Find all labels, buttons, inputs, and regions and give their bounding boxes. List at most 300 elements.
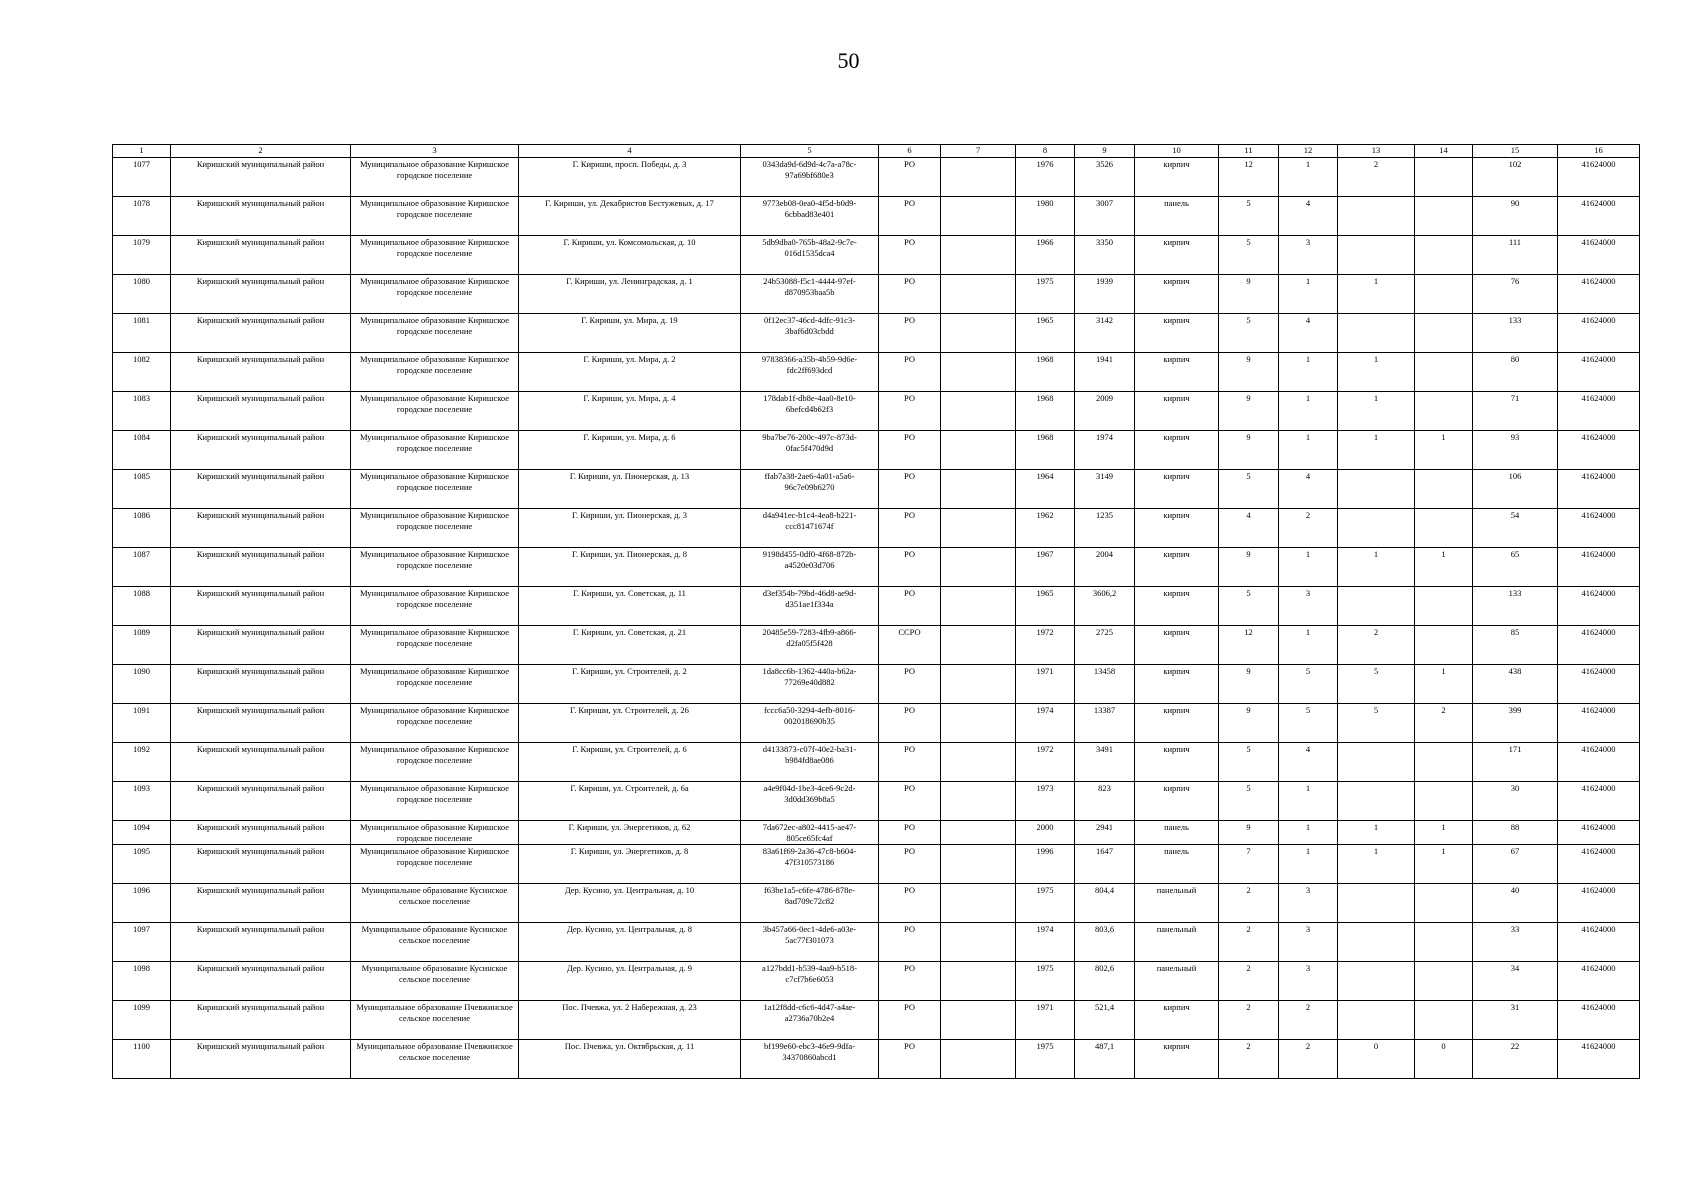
- table-cell-col16: 41624000: [1558, 548, 1640, 587]
- table-cell-col8: 1962: [1016, 509, 1075, 548]
- table-cell-col12: 3: [1279, 587, 1338, 626]
- table-row: [113, 314, 1640, 353]
- table-cell-col3: Муниципальное образование Киришское городское поселение: [351, 275, 519, 314]
- table-cell-col9: 2004: [1075, 548, 1135, 587]
- table-cell-col15: 102: [1473, 158, 1558, 197]
- table-cell-col14: [1415, 743, 1473, 782]
- table-cell-col13: [1338, 470, 1415, 509]
- table-cell-col1: 1087: [113, 548, 171, 587]
- table-cell-col12: 1: [1279, 392, 1338, 431]
- table-cell-col12: 3: [1279, 236, 1338, 275]
- table-cell-col8: 1971: [1016, 665, 1075, 704]
- table-cell-col8: 1964: [1016, 470, 1075, 509]
- table-cell-col3: Муниципальное образование Кусинское сельское поселение: [351, 923, 519, 962]
- table-row: [113, 665, 1640, 704]
- table-cell-col13: 2: [1338, 158, 1415, 197]
- table-cell-col4: Г. Кириши, ул. Мира, д. 2: [519, 353, 741, 392]
- table-cell-col7: [941, 845, 1016, 884]
- table-cell-col16: 41624000: [1558, 275, 1640, 314]
- housing-registry-table: [112, 144, 1640, 1079]
- column-number: 15: [1473, 145, 1558, 158]
- table-cell-col2: Киришский муниципальный район: [171, 548, 351, 587]
- column-number: 16: [1558, 145, 1640, 158]
- table-row: [113, 923, 1640, 962]
- table-cell-col2: Киришский муниципальный район: [171, 509, 351, 548]
- table-cell-col5: 20485e59-7283-4fb9-a866-d2fa05f5f428: [741, 626, 879, 665]
- table-cell-col12: 1: [1279, 353, 1338, 392]
- table-cell-col14: [1415, 197, 1473, 236]
- table-row: [113, 275, 1640, 314]
- table-cell-col9: 521,4: [1075, 1001, 1135, 1040]
- table-cell-col6: РО: [879, 587, 941, 626]
- table-cell-col10: кирпич: [1135, 275, 1219, 314]
- table-cell-col5: 1a12f8dd-c6c6-4d47-a4ae-a2736a70b2e4: [741, 1001, 879, 1040]
- table-cell-col15: 93: [1473, 431, 1558, 470]
- table-cell-col12: 1: [1279, 845, 1338, 884]
- table-cell-col10: панельный: [1135, 962, 1219, 1001]
- table-cell-col16: 41624000: [1558, 845, 1640, 884]
- table-cell-col12: 3: [1279, 923, 1338, 962]
- table-cell-col4: Пос. Пчевжа, ул. 2 Набережная, д. 23: [519, 1001, 741, 1040]
- table-row: [113, 431, 1640, 470]
- table-cell-col3: Муниципальное образование Киришское городское поселение: [351, 470, 519, 509]
- table-cell-col11: 9: [1219, 431, 1279, 470]
- table-cell-col12: 4: [1279, 314, 1338, 353]
- table-cell-col3: Муниципальное образование Киришское городское поселение: [351, 431, 519, 470]
- table-cell-col3: Муниципальное образование Кусинское сельское поселение: [351, 962, 519, 1001]
- table-cell-col2: Киришский муниципальный район: [171, 626, 351, 665]
- table-cell-col7: [941, 236, 1016, 275]
- table-cell-col12: 1: [1279, 821, 1338, 845]
- table-cell-col5: 0f12ec37-46cd-4dfc-91c3-3baf6d03cbdd: [741, 314, 879, 353]
- table-cell-col13: 1: [1338, 275, 1415, 314]
- table-cell-col14: [1415, 392, 1473, 431]
- table-cell-col8: 1973: [1016, 782, 1075, 821]
- table-cell-col3: Муниципальное образование Киришское городское поселение: [351, 353, 519, 392]
- table-cell-col16: 41624000: [1558, 821, 1640, 845]
- table-cell-col1: 1100: [113, 1040, 171, 1079]
- table-cell-col15: 106: [1473, 470, 1558, 509]
- column-number: 2: [171, 145, 351, 158]
- table-cell-col8: 1966: [1016, 236, 1075, 275]
- table-cell-col8: 1996: [1016, 845, 1075, 884]
- column-number: 13: [1338, 145, 1415, 158]
- table-cell-col12: 2: [1279, 1040, 1338, 1079]
- table-cell-col8: 1968: [1016, 431, 1075, 470]
- table-cell-col11: 5: [1219, 197, 1279, 236]
- table-cell-col5: 0343da9d-6d9d-4c7a-a78c-97a69bf680e3: [741, 158, 879, 197]
- table-cell-col2: Киришский муниципальный район: [171, 314, 351, 353]
- table-cell-col7: [941, 392, 1016, 431]
- table-cell-col8: 1972: [1016, 626, 1075, 665]
- table-cell-col10: кирпич: [1135, 392, 1219, 431]
- table-cell-col13: 5: [1338, 704, 1415, 743]
- table-cell-col10: кирпич: [1135, 743, 1219, 782]
- table-cell-col1: 1077: [113, 158, 171, 197]
- table-cell-col10: кирпич: [1135, 704, 1219, 743]
- table-cell-col15: 111: [1473, 236, 1558, 275]
- table-cell-col1: 1094: [113, 821, 171, 845]
- table-cell-col9: 1939: [1075, 275, 1135, 314]
- table-cell-col1: 1098: [113, 962, 171, 1001]
- table-cell-col2: Киришский муниципальный район: [171, 923, 351, 962]
- table-cell-col4: Дер. Кусино, ул. Центральная, д. 10: [519, 884, 741, 923]
- column-number: 1: [113, 145, 171, 158]
- table-cell-col9: 487,1: [1075, 1040, 1135, 1079]
- table-cell-col4: Г. Кириши, ул. Ленинградская, д. 1: [519, 275, 741, 314]
- table-cell-col16: 41624000: [1558, 158, 1640, 197]
- table-cell-col1: 1095: [113, 845, 171, 884]
- table-cell-col11: 7: [1219, 845, 1279, 884]
- table-cell-col13: [1338, 962, 1415, 1001]
- table-cell-col13: [1338, 197, 1415, 236]
- table-cell-col6: РО: [879, 197, 941, 236]
- table-cell-col13: 0: [1338, 1040, 1415, 1079]
- table-cell-col15: 80: [1473, 353, 1558, 392]
- table-cell-col6: РО: [879, 845, 941, 884]
- table-cell-col4: Дер. Кусино, ул. Центральная, д. 9: [519, 962, 741, 1001]
- table-cell-col6: РО: [879, 704, 941, 743]
- table-cell-col9: 3491: [1075, 743, 1135, 782]
- table-cell-col7: [941, 962, 1016, 1001]
- table-cell-col15: 90: [1473, 197, 1558, 236]
- table-cell-col9: 3007: [1075, 197, 1135, 236]
- table-cell-col2: Киришский муниципальный район: [171, 1040, 351, 1079]
- table-cell-col13: 2: [1338, 626, 1415, 665]
- table-cell-col1: 1088: [113, 587, 171, 626]
- table-cell-col2: Киришский муниципальный район: [171, 743, 351, 782]
- table-cell-col5: a127bdd1-b539-4aa9-b518-c7cf7b6e6053: [741, 962, 879, 1001]
- table-cell-col6: РО: [879, 743, 941, 782]
- table-cell-col15: 33: [1473, 923, 1558, 962]
- table-cell-col4: Г. Кириши, ул. Энергетиков, д. 62: [519, 821, 741, 845]
- table-cell-col8: 1965: [1016, 314, 1075, 353]
- table-cell-col14: [1415, 509, 1473, 548]
- table-cell-col6: РО: [879, 470, 941, 509]
- table-cell-col5: fccc6a50-3294-4efb-8016-002018690b35: [741, 704, 879, 743]
- table-cell-col16: 41624000: [1558, 392, 1640, 431]
- table-cell-col14: [1415, 884, 1473, 923]
- table-cell-col2: Киришский муниципальный район: [171, 962, 351, 1001]
- table-cell-col11: 2: [1219, 884, 1279, 923]
- table-cell-col2: Киришский муниципальный район: [171, 782, 351, 821]
- table-cell-col2: Киришский муниципальный район: [171, 587, 351, 626]
- table-cell-col12: 4: [1279, 470, 1338, 509]
- table-cell-col11: 2: [1219, 962, 1279, 1001]
- table-cell-col9: 2009: [1075, 392, 1135, 431]
- table-cell-col11: 12: [1219, 158, 1279, 197]
- table-cell-col6: РО: [879, 158, 941, 197]
- table-cell-col14: [1415, 1001, 1473, 1040]
- table-cell-col13: 1: [1338, 821, 1415, 845]
- table-cell-col4: Дер. Кусино, ул. Центральная, д. 8: [519, 923, 741, 962]
- table-cell-col1: 1078: [113, 197, 171, 236]
- table-cell-col10: кирпич: [1135, 509, 1219, 548]
- table-cell-col1: 1083: [113, 392, 171, 431]
- table-cell-col14: [1415, 470, 1473, 509]
- table-row: [113, 1040, 1640, 1079]
- table-cell-col5: d4a941ec-b1c4-4ea8-b221-ccc81471674f: [741, 509, 879, 548]
- table-cell-col5: 83a61f69-2a36-47c8-b604-47f310573186: [741, 845, 879, 884]
- table-cell-col2: Киришский муниципальный район: [171, 470, 351, 509]
- table-cell-col3: Муниципальное образование Киришское городское поселение: [351, 665, 519, 704]
- table-cell-col6: РО: [879, 923, 941, 962]
- table-cell-col4: Г. Кириши, ул. Строителей, д. 2: [519, 665, 741, 704]
- table-cell-col16: 41624000: [1558, 1040, 1640, 1079]
- table-cell-col12: 1: [1279, 626, 1338, 665]
- table-cell-col14: [1415, 782, 1473, 821]
- table-cell-col8: 1975: [1016, 962, 1075, 1001]
- table-cell-col16: 41624000: [1558, 353, 1640, 392]
- table-cell-col15: 133: [1473, 587, 1558, 626]
- table-cell-col1: 1085: [113, 470, 171, 509]
- table-row: [113, 353, 1640, 392]
- table-cell-col7: [941, 923, 1016, 962]
- table-cell-col3: Муниципальное образование Пчевжинское сельское поселение: [351, 1040, 519, 1079]
- table-cell-col6: РО: [879, 236, 941, 275]
- table-cell-col14: 1: [1415, 431, 1473, 470]
- table-cell-col7: [941, 743, 1016, 782]
- table-cell-col8: 1965: [1016, 587, 1075, 626]
- table-cell-col9: 802,6: [1075, 962, 1135, 1001]
- table-cell-col5: 97838366-a35b-4b59-9d6e-fdc2ff693dcd: [741, 353, 879, 392]
- table-cell-col7: [941, 197, 1016, 236]
- table-cell-col14: 0: [1415, 1040, 1473, 1079]
- table-cell-col4: Г. Кириши, ул. Декабристов Бестужевых, д. 17: [519, 197, 741, 236]
- table-cell-col12: 2: [1279, 509, 1338, 548]
- table-cell-col9: 804,4: [1075, 884, 1135, 923]
- table-cell-col14: [1415, 158, 1473, 197]
- table-cell-col15: 133: [1473, 314, 1558, 353]
- column-number: 4: [519, 145, 741, 158]
- table-cell-col7: [941, 884, 1016, 923]
- table-cell-col7: [941, 1001, 1016, 1040]
- column-number: 9: [1075, 145, 1135, 158]
- table-cell-col12: 3: [1279, 884, 1338, 923]
- table-cell-col8: 1980: [1016, 197, 1075, 236]
- table-row: [113, 962, 1640, 1001]
- table-cell-col6: РО: [879, 1001, 941, 1040]
- table-cell-col12: 5: [1279, 704, 1338, 743]
- table-cell-col15: 85: [1473, 626, 1558, 665]
- table-cell-col14: [1415, 962, 1473, 1001]
- table-cell-col13: 5: [1338, 665, 1415, 704]
- column-number: 6: [879, 145, 941, 158]
- table-cell-col13: 1: [1338, 353, 1415, 392]
- table-cell-col3: Муниципальное образование Киришское городское поселение: [351, 626, 519, 665]
- table-cell-col15: 40: [1473, 884, 1558, 923]
- table-cell-col16: 41624000: [1558, 587, 1640, 626]
- table-cell-col6: РО: [879, 665, 941, 704]
- table-cell-col14: 1: [1415, 845, 1473, 884]
- table-cell-col11: 9: [1219, 353, 1279, 392]
- table-cell-col7: [941, 821, 1016, 845]
- table-cell-col2: Киришский муниципальный район: [171, 821, 351, 845]
- table-cell-col3: Муниципальное образование Кусинское сельское поселение: [351, 884, 519, 923]
- table-cell-col6: РО: [879, 884, 941, 923]
- table-cell-col4: Г. Кириши, ул. Советская, д. 21: [519, 626, 741, 665]
- table-cell-col6: РО: [879, 509, 941, 548]
- table-cell-col12: 4: [1279, 743, 1338, 782]
- table-cell-col3: Муниципальное образование Киришское городское поселение: [351, 821, 519, 845]
- table-cell-col1: 1080: [113, 275, 171, 314]
- table-cell-col2: Киришский муниципальный район: [171, 275, 351, 314]
- column-number: 3: [351, 145, 519, 158]
- table-cell-col7: [941, 275, 1016, 314]
- table-cell-col4: Г. Кириши, ул. Мира, д. 6: [519, 431, 741, 470]
- table-cell-col16: 41624000: [1558, 743, 1640, 782]
- table-cell-col5: 9773eb08-0ea0-4f5d-b0d9-6cbbad83e401: [741, 197, 879, 236]
- table-cell-col13: 1: [1338, 431, 1415, 470]
- table-cell-col5: 9ba7be76-200c-497c-873d-0fac5f470d9d: [741, 431, 879, 470]
- table-cell-col3: Муниципальное образование Киришское городское поселение: [351, 314, 519, 353]
- table-cell-col9: 3606,2: [1075, 587, 1135, 626]
- table-cell-col12: 2: [1279, 1001, 1338, 1040]
- table-cell-col6: РО: [879, 392, 941, 431]
- table-cell-col14: 2: [1415, 704, 1473, 743]
- table-cell-col7: [941, 665, 1016, 704]
- table-cell-col8: 1975: [1016, 884, 1075, 923]
- table-cell-col7: [941, 470, 1016, 509]
- table-cell-col10: кирпич: [1135, 236, 1219, 275]
- table-cell-col3: Муниципальное образование Киришское городское поселение: [351, 236, 519, 275]
- table-cell-col7: [941, 587, 1016, 626]
- table-cell-col4: Г. Кириши, ул. Строителей, д. 6: [519, 743, 741, 782]
- table-row: [113, 743, 1640, 782]
- table-cell-col15: 65: [1473, 548, 1558, 587]
- table-cell-col1: 1099: [113, 1001, 171, 1040]
- table-cell-col7: [941, 704, 1016, 743]
- table-cell-col5: f63be1a5-c6fe-4786-878e-8ad709c72c82: [741, 884, 879, 923]
- table-row: [113, 782, 1640, 821]
- table-cell-col15: 88: [1473, 821, 1558, 845]
- table-cell-col2: Киришский муниципальный район: [171, 665, 351, 704]
- table-cell-col7: [941, 509, 1016, 548]
- table-cell-col11: 5: [1219, 314, 1279, 353]
- table-cell-col8: 1975: [1016, 1040, 1075, 1079]
- table-cell-col10: кирпич: [1135, 626, 1219, 665]
- table-row: [113, 704, 1640, 743]
- table-cell-col5: 178dab1f-db8e-4aa0-8e10-6befcd4b62f3: [741, 392, 879, 431]
- table-cell-col3: Муниципальное образование Киришское городское поселение: [351, 704, 519, 743]
- table-cell-col11: 5: [1219, 470, 1279, 509]
- table-cell-col1: 1081: [113, 314, 171, 353]
- table-cell-col14: 1: [1415, 821, 1473, 845]
- table-cell-col10: панельный: [1135, 884, 1219, 923]
- table-cell-col9: 823: [1075, 782, 1135, 821]
- table-cell-col2: Киришский муниципальный район: [171, 431, 351, 470]
- table-cell-col12: 1: [1279, 548, 1338, 587]
- table-cell-col11: 12: [1219, 626, 1279, 665]
- table-cell-col11: 9: [1219, 704, 1279, 743]
- table-cell-col5: bf199e60-ebc3-46e9-9dfa-34370860abcd1: [741, 1040, 879, 1079]
- table-cell-col3: Муниципальное образование Киришское городское поселение: [351, 158, 519, 197]
- table-cell-col4: Г. Кириши, ул. Мира, д. 19: [519, 314, 741, 353]
- table-row: [113, 470, 1640, 509]
- table-cell-col3: Муниципальное образование Киришское городское поселение: [351, 509, 519, 548]
- table-cell-col14: [1415, 314, 1473, 353]
- table-cell-col14: [1415, 923, 1473, 962]
- table-cell-col4: Г. Кириши, ул. Мира, д. 4: [519, 392, 741, 431]
- table-row: [113, 236, 1640, 275]
- table-cell-col10: кирпич: [1135, 665, 1219, 704]
- table-cell-col12: 1: [1279, 158, 1338, 197]
- table-cell-col15: 438: [1473, 665, 1558, 704]
- table-cell-col5: 9198d455-0df0-4f68-872b-a4520e03d706: [741, 548, 879, 587]
- column-number: 5: [741, 145, 879, 158]
- table-cell-col13: 1: [1338, 548, 1415, 587]
- table-cell-col2: Киришский муниципальный район: [171, 236, 351, 275]
- table-cell-col16: 41624000: [1558, 236, 1640, 275]
- table-cell-col1: 1089: [113, 626, 171, 665]
- table-cell-col1: 1082: [113, 353, 171, 392]
- table-cell-col15: 67: [1473, 845, 1558, 884]
- table-cell-col16: 41624000: [1558, 782, 1640, 821]
- table-body: [113, 145, 1640, 1079]
- table-cell-col15: 54: [1473, 509, 1558, 548]
- column-number: 8: [1016, 145, 1075, 158]
- column-number: 11: [1219, 145, 1279, 158]
- table-cell-col6: РО: [879, 353, 941, 392]
- table-cell-col5: 24b53088-f5c1-4444-97ef-d870953baa5b: [741, 275, 879, 314]
- table-cell-col11: 9: [1219, 821, 1279, 845]
- table-cell-col13: 1: [1338, 392, 1415, 431]
- table-cell-col9: 13387: [1075, 704, 1135, 743]
- table-cell-col10: кирпич: [1135, 470, 1219, 509]
- table-cell-col8: 1976: [1016, 158, 1075, 197]
- table-cell-col13: [1338, 743, 1415, 782]
- table-cell-col8: 1972: [1016, 743, 1075, 782]
- table-cell-col14: 1: [1415, 548, 1473, 587]
- table-cell-col9: 2725: [1075, 626, 1135, 665]
- table-cell-col15: 30: [1473, 782, 1558, 821]
- table-cell-col9: 3526: [1075, 158, 1135, 197]
- table-cell-col8: 1974: [1016, 704, 1075, 743]
- table-cell-col8: 1968: [1016, 353, 1075, 392]
- table-cell-col15: 31: [1473, 1001, 1558, 1040]
- table-cell-col12: 3: [1279, 962, 1338, 1001]
- table-cell-col8: 1968: [1016, 392, 1075, 431]
- table-cell-col13: [1338, 314, 1415, 353]
- table-cell-col2: Киришский муниципальный район: [171, 845, 351, 884]
- table-cell-col1: 1090: [113, 665, 171, 704]
- table-cell-col2: Киришский муниципальный район: [171, 884, 351, 923]
- table-cell-col11: 2: [1219, 923, 1279, 962]
- table-cell-col4: Г. Кириши, ул. Советская, д. 11: [519, 587, 741, 626]
- table-cell-col11: 9: [1219, 392, 1279, 431]
- table-cell-col3: Муниципальное образование Киришское городское поселение: [351, 392, 519, 431]
- table-cell-col12: 1: [1279, 782, 1338, 821]
- table-cell-col3: Муниципальное образование Киришское городское поселение: [351, 782, 519, 821]
- table-cell-col2: Киришский муниципальный район: [171, 353, 351, 392]
- table-cell-col7: [941, 626, 1016, 665]
- table-cell-col13: [1338, 587, 1415, 626]
- table-cell-col10: кирпич: [1135, 431, 1219, 470]
- table-cell-col5: 5db9dba0-765b-48a2-9c7e-016d1535dca4: [741, 236, 879, 275]
- table-cell-col6: РО: [879, 275, 941, 314]
- table-cell-col9: 3142: [1075, 314, 1135, 353]
- table-cell-col12: 1: [1279, 431, 1338, 470]
- table-row: [113, 845, 1640, 884]
- table-cell-col10: панель: [1135, 845, 1219, 884]
- table-cell-col9: 3149: [1075, 470, 1135, 509]
- table-cell-col14: [1415, 353, 1473, 392]
- table-cell-col16: 41624000: [1558, 509, 1640, 548]
- table-row: [113, 509, 1640, 548]
- table-cell-col4: Г. Кириши, ул. Энергетиков, д. 8: [519, 845, 741, 884]
- column-number: 7: [941, 145, 1016, 158]
- table-cell-col16: 41624000: [1558, 314, 1640, 353]
